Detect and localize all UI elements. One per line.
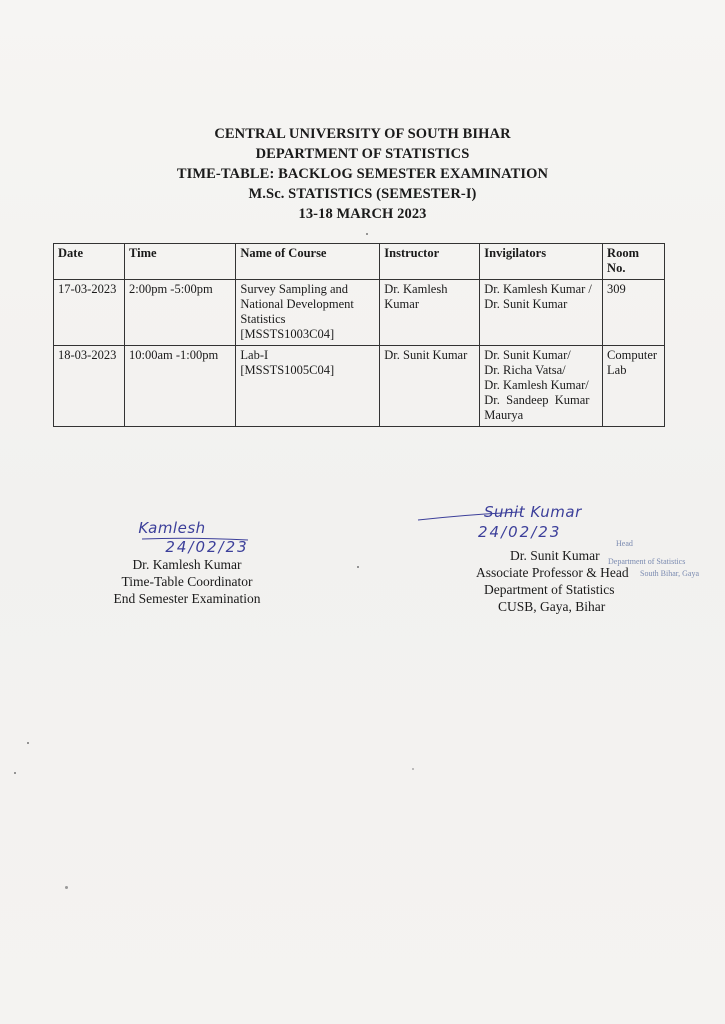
- room-line: 309: [607, 282, 626, 296]
- cell-invigilators: [480, 280, 603, 346]
- instructor-line: Dr. Kamlesh: [384, 282, 448, 296]
- invigilator-line: Dr. Sunit Kumar: [484, 297, 568, 311]
- table-header-row: [54, 244, 665, 280]
- course-line: Survey Sampling and: [240, 282, 349, 296]
- department-name: DEPARTMENT OF STATISTICS: [255, 146, 470, 162]
- room-line: Lab: [607, 363, 627, 377]
- signatory-place: CUSB, Gaya, Bihar: [498, 599, 606, 614]
- scan-speck: [27, 742, 29, 744]
- scan-speck: [357, 566, 359, 568]
- column-header-invigilators: Invigilators: [480, 244, 603, 280]
- exam-dates: 13-18 MARCH 2023: [298, 206, 427, 222]
- column-header-date: Date: [54, 244, 125, 280]
- invigilator-line: Maurya: [484, 408, 524, 422]
- signatory-office: End Semester Examination: [113, 591, 261, 606]
- room-line: Computer: [607, 348, 658, 362]
- program-name: M.Sc. STATISTICS (SEMESTER-I): [248, 186, 477, 202]
- cell-time: 10:00am -1:00pm: [124, 346, 235, 427]
- cell-date: 18-03-2023: [54, 346, 125, 427]
- cell-room: [603, 346, 665, 427]
- document-header: [0, 124, 725, 224]
- signatory-title: Associate Professor & Head: [476, 565, 629, 580]
- invigilator-line: Dr. Kamlesh Kumar/: [484, 378, 589, 392]
- invigilator-line: Dr. Kamlesh Kumar /: [484, 282, 592, 296]
- scan-speck: [412, 768, 414, 770]
- scan-speck: [65, 886, 68, 889]
- scan-speck: [366, 233, 368, 235]
- cell-date: 17-03-2023: [54, 280, 125, 346]
- table-row: [54, 280, 665, 346]
- course-code: [MSSTS1003C04]: [240, 327, 335, 341]
- signatory-text: [412, 539, 712, 615]
- cell-course: [236, 280, 380, 346]
- table-row: [54, 346, 665, 427]
- cell-course: [236, 346, 380, 427]
- course-line: National Development: [240, 297, 354, 311]
- signatory-name: Dr. Kamlesh Kumar: [132, 557, 242, 572]
- cell-instructor: [380, 280, 480, 346]
- handwritten-date: 24/02/23: [165, 538, 249, 556]
- signatory-department: Department of Statistics: [484, 582, 615, 597]
- invigilator-line: Dr. Richa Vatsa/: [484, 363, 566, 377]
- handwritten-signature: Sunit Kumar: [484, 503, 582, 521]
- column-header-room: Room No.: [603, 244, 665, 280]
- university-name: CENTRAL UNIVERSITY OF SOUTH BIHAR: [214, 126, 511, 142]
- column-header-instructor: Instructor: [380, 244, 480, 280]
- course-line: Lab-I: [240, 348, 269, 362]
- scan-speck: [14, 772, 16, 774]
- column-header-time: Time: [124, 244, 235, 280]
- stamp-place: South Bihar, Gaya: [640, 569, 700, 578]
- handwritten-signature: Kamlesh: [138, 519, 206, 537]
- handwritten-date: 24/02/23: [478, 523, 562, 541]
- column-header-course: Name of Course: [236, 244, 380, 280]
- instructor-line: Kumar: [384, 297, 419, 311]
- signature-block-coordinator: [82, 520, 292, 607]
- timetable-title: TIME-TABLE: BACKLOG SEMESTER EXAMINATION: [176, 166, 549, 182]
- cell-instructor: [380, 346, 480, 427]
- stamp-head: Head: [616, 539, 633, 548]
- signature-block-head: [412, 500, 712, 615]
- instructor-line: Dr. Sunit Kumar: [384, 348, 468, 362]
- signatory-title: Time-Table Coordinator: [121, 574, 253, 589]
- invigilator-line: Dr. Sunit Kumar/: [484, 348, 571, 362]
- cell-room: [603, 280, 665, 346]
- cell-time: 2:00pm -5:00pm: [124, 280, 235, 346]
- timetable: [53, 243, 665, 427]
- stamp-department: Department of Statistics: [608, 557, 686, 566]
- cell-invigilators: [480, 346, 603, 427]
- course-line: Statistics: [240, 312, 286, 326]
- course-code: [MSSTS1005C04]: [240, 363, 335, 377]
- signatory-name: Dr. Sunit Kumar: [510, 548, 600, 563]
- invigilator-line: Dr. Sandeep Kumar: [484, 393, 590, 407]
